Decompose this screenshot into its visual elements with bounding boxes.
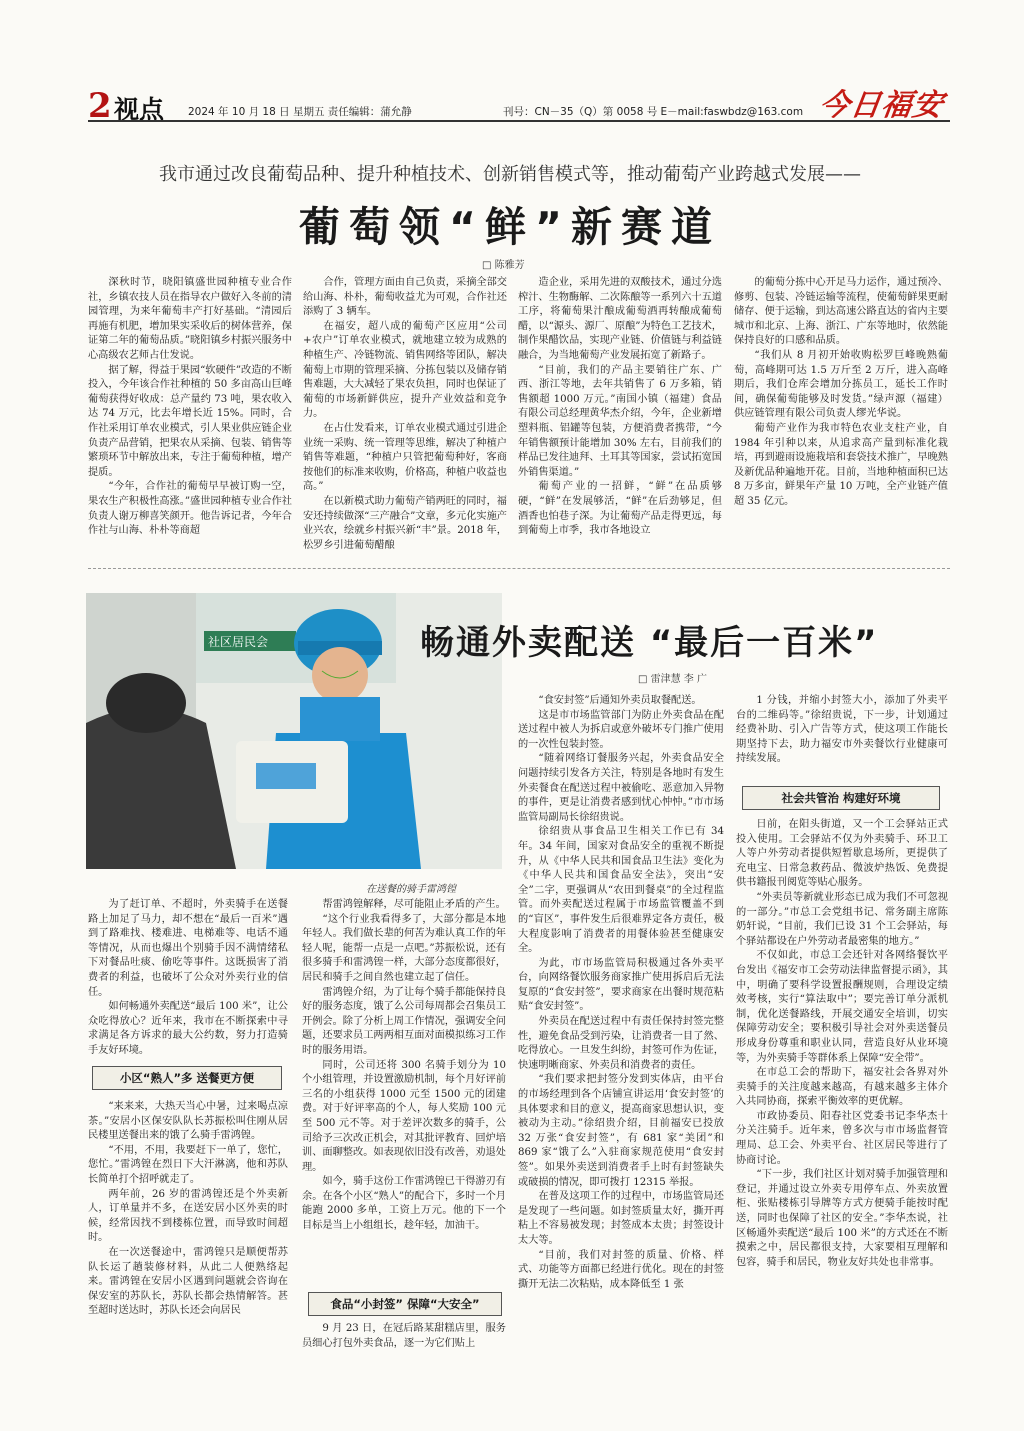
article2-column-4-top: 1 分钱，并缩小封签大小，添加了外卖平台的二维码等。”徐绍贵说，下一步，计划通过经费补助、引入广告等方式，使这项工作能长期坚持下去，助力福安市外卖餐饮行业健康可持续发展。	[736, 695, 948, 765]
article1-title: 葡萄领“鲜”新赛道	[299, 203, 721, 251]
article2-title: 畅通外卖配送 “最后一百米”	[420, 623, 879, 663]
article-divider	[88, 568, 950, 569]
header-rule	[88, 120, 950, 122]
svg-text:社区居民会: 社区居民会	[208, 635, 269, 649]
article2-column-1-bottom: “来来来，大热天当心中暑，过来喝点凉茶。”安居小区保安队队长苏振松叫住刚从居民楼里送餐出来的饿了么骑手雷鸿锽。 “不用，不用，我要赶下一单了，您忙，您忙。”雷鸿锽在烈日下大汗淋漓，他和苏队长简单打个招呼就走了。 两年前，26 岁的雷鸿锽还是个外卖新人，订单量并不多，在送安居小区外卖的时候，经常因找不到楼栋位置，而导致时间超时。 在一次送餐途中，雷鸿锽只是顺便帮苏队长运了趟装修材料，从此二人便熟络起来。雷鸿锽在安居小区遇到问题就会咨询在保安室的苏队长，苏队长都会热情解答。甚至超时送达时，苏队长还会向居民	[88, 1101, 288, 1317]
article1-byline: □ 陈雅芳	[482, 260, 525, 271]
article2-byline: □ 雷津慧 李 广	[638, 674, 707, 685]
newspaper-logo: 今日福安	[817, 88, 946, 123]
subhead-1: 小区“熟人”多 送餐更方便	[92, 1066, 282, 1090]
article2-column-4-bottom: 日前，在阳头街道，又一个工会驿站正式投入使用。工会驿站不仅为外卖骑手、环卫工人等户外劳动者提供短暂歇息场所，更提供了充电宝、日常急救药品、微波炉热饭、免费提供书籍报刊阅览等贴心服务。 “外卖员等新就业形态已成为我们不可忽视的一部分。”市总工会党组书记、常务副主席陈奶轩说，“目前，我们已设 31 个工会驿站，每个驿站都设在户外劳动者最密集的地方。” 不仅如此，市总工会还针对各网络餐饮平台发出《福安市工会劳动法律监督提示函》，其中，明确了要科学设置报酬规则，合理设定绩效考核，实行“算法取中”；要完善订单分派机制，优化送餐路线，开展交通安全培训，切实保障劳动安全；要积极引导社会对外卖送餐员形成身份尊重和职业认同，营造良好从业环境等，为外卖骑手等群体系上保障“安全带”。 在市总工会的帮助下，福安社会各界对外卖骑手的关注度越来越高，有越来越多主体介入共同协商，探索平衡效率的更优解。 市政协委员、阳春社区党委书记李华杰十分关注骑手。近年来，曾多次与市市场监督管理局、总工会、外卖平台、社区居民等进行了协商讨论。 “下一步，我们社区计划对骑手加强管理和登记，并通过设立外卖专用停车点、外卖放置柜、张贴楼栋引导牌等方式方便骑手能按时配送，同时也保障了社区的安全。”李华杰说，社区畅通外卖配送“最后 100 米”的方式还在不断摸索之中，居民都很支持，大家要相互理解和包容，骑手和居民，物业友好共处也非常事。	[736, 819, 948, 1268]
subhead-2: 食品“小封签” 保障“大安全”	[308, 1292, 502, 1316]
article2-column-3: “食安封签”后通知外卖员取餐配送。 这是市市场监管部门为防止外卖食品在配送过程中被人为拆启或意外破坏专门推广使用的一次性包装封签。 “随着网络订餐服务兴起，外卖食品安全问题持续引发各方关注，特别是各地时有发生外卖餐食在配送过程中被偷吃、恶意加入异物的事件，更是让消费者感到忧心忡忡。”市市场监管局副局长徐绍贵说。 徐绍贵从事食品卫生相关工作已有 34 年。34 年间，国家对食品安全的重视不断提升，从《中华人民共和国食品卫生法》变化为《中华人民共和国食品安全法》，突出“安全”二字，更强调从“农田到餐桌”的全过程监管。而外卖配送过程属于市场监管覆盖不到的“盲区”，事件发生后很难界定各方责任，极大程度影响了消费者的用餐体验甚至健康安全。 为此，市市场监管局积极通过各外卖平台，向网络餐饮服务商家推广使用拆启后无法复原的“食安封签”，要求商家在出餐时规范粘贴“食安封签”。 外卖员在配送过程中有责任保持封签完整性，避免食品受到污染，让消费者一目了然、吃得放心。一旦发生纠纷，封签可作为佐证，快速明晰商家、外卖员和消费者的责任。 “我们要求把封签分发到实体店，由平台的市场经理到各个店铺宣讲运用‘食安封签’的具体要求和目的意义，提高商家思想认识，变被动为主动。”徐绍贵介绍，目前福安已投放 32 万张“食安封签”，有 681 家“美团”和 869 家“饿了么”入驻商家规范使用“食安封签”。如果外卖送到消费者手上时有封签缺失或破损的情况，即可拨打 12315 举报。 在普及这项工作的过程中，市场监管局还是发现了一些问题。如封签质量太好，撕开再粘上不容易被发现；封签成本太贵；封签设计太大等。 “目前，我们对封签的质量、价格、样式、功能等方面都已经进行优化。现在的封签撕开无法二次粘贴，成本降低至 1 张	[518, 695, 724, 1290]
article1-column-3: 造企业，采用先进的双酸技术，通过分选榨汁、生物酶解、二次陈酿等一系列六十五道工序，将葡萄果汁酿成葡萄酒再转酿成葡萄醋，以“源头、源厂、原酿”为特色工艺技术，制作果醋饮品，实现产业链、价值链与利益链融合，为当地葡萄产业发展拓宽了新路子。 “目前，我们的产品主要销往广东、广西、浙江等地，去年共销售了 6 万多箱，销售额超 1000 万元。”南国小镇（福建）食品有限公司总经理黄华杰介绍，今年，企业新增塑料瓶、铝罐等包装，方便消费者携带，“今年销售额预计能增加 30% 左右，目前我们的样品已发往迪拜、土耳其等国家，尝试拓宽国外销售渠道。” 葡萄产业的一招鲜，“鲜”在品质够硬，“鲜”在发展够活，“鲜”在后劲够足，但酒香也怕巷子深。为让葡萄产品走得更远，每到葡萄上市季，我市各地设立	[518, 277, 722, 537]
article1-column-2: 合作，管理方面由自己负责，采摘全部交给山海、朴朴，葡萄收益尤为可观，合作社还添购了 3 辆车。 在福安，超八成的葡萄产区应用“公司+农户”订单农业模式，就地建立较为成熟的种植生产、冷链物流、销售网络等团队，解决葡萄上市期的管理采摘、分拣包装以及储存销售难题，大大减轻了果农负担，同时也保证了葡萄的市场新鲜供应，提升产业效益和竞争力。 在占仕发看来，订单农业模式通过引进企业统一采购、统一管理等思维，解决了种植户销售等难题，“种植户只管把葡萄种好，客商按他们的标准来收购，价格高，种植户收益也高。” 在以新模式助力葡萄产销两旺的同时，福安还持续做深“三产融合”文章，多元化实施产业兴农，绘就乡村振兴新“丰”景。2018 年，松罗乡引进葡萄醋酿	[303, 277, 507, 551]
article1-column-1: 深秋时节，晓阳镇盛世园种植专业合作社，乡镇农技人员在指导农户做好入冬前的清园管理，为来年葡萄丰产打好基础。“清园后再施有机肥，增加果实采收后的树体营养，保证第二年的葡萄品质。”晓阳镇乡村振兴服务中心高级农艺师占仕发说。 据了解，得益于果园“软硬件”改造的不断投入，今年该合作社种植的 50 多亩高山巨峰葡萄获得好收成：总产量约 73 吨，果农收入达 74 万元，比去年增长近 15%。同时，合作社采用订单农业模式，引人果业供应链企业负责产品营销，把果农从采摘、包装、销售等繁琐环节中解放出来，专注于葡萄种植，增产提质。 “今年，合作社的葡萄早早被订购一空，果农生产积极性高涨。”盛世园种植专业合作社负责人谢万柳喜笑颜开。他告诉记者，今年合作社与山海、朴朴等商超	[88, 277, 292, 537]
section-name: 视点	[114, 95, 165, 124]
article1-kicker: 我市通过改良葡萄品种、提升种植技术、创新销售模式等，推动葡萄产业跨越式发展——	[159, 164, 861, 185]
subhead-3: 社会共管治 构建好环境	[742, 786, 940, 810]
photo-caption: 在送餐的骑手雷鸿锽	[366, 884, 456, 895]
article2-column-2-bottom: 9 月 23 日，在冠后路某甜糕店里，服务员细心打包外卖食品，逐一为它们贴上	[302, 1323, 506, 1349]
article2-column-2: 帮雷鸿锽解释，尽可能阻止矛盾的产生。 “这个行业我看得多了，大部分都是本地年轻人。我们做长辈的何苦为难认真工作的年轻人呢，能帮一点是一点吧。”苏振松说，还有很多骑手和雷鸿锽一样，大部分态度都很好，居民和骑手之间自然也建立起了信任。 雷鸿锽介绍，为了让每个骑手都能保持良好的服务态度，饿了么公司每周都会召集员工开例会。除了分析上周工作情况，强调安全问题，还要求员工两两相互面对面模拟练习工作时的服务用语。 同时，公司还将 300 名骑手划分为 10 个小组管理，并设置激励机制，每个月好评前三名的小组获得 1000 元至 1500 元的团建费。对于好评率高的个人，每人奖励 100 元至 500 元不等。对于差评次数多的骑手，公司给予三次改正机会，对其批评教育、回炉培训、面聊整改。如表现依旧没有改善，劝退处理。 如今，骑手这份工作雷鸿锽已干得游刃有余。在各个小区“熟人”的配合下，多时一个月能跑 2000 多单，工资上万元。他的下一个目标是当上小组组长，趁年轻，加油干。	[302, 899, 506, 1232]
article2-column-1-top: 为了赶订单、不超时，外卖骑手在送餐路上加足了马力，却不想在“最后一百米”遇到了路难找、楼难进、电梯难等、电话不通等情况，从而也爆出个别骑手因不满情绪私下对餐品吐痰、偷吃等事件。这既损害了消费者的利益，也破坏了公众对外卖行业的信任。 如何畅通外卖配送“最后 100 米”，让公众吃得放心？近年来，我市在不断探索中寻求满足各方诉求的最大公约数，努力打造骑手友好环境。	[88, 899, 288, 1056]
article1-column-4: 的葡萄分拣中心开足马力运作，通过预冷、修剪、包装、冷链运输等流程，使葡萄鲜果更耐储存、便于运输，到达高速公路直达的省内主要城市和北京、上海、浙江、广东等地时，依然能保持良好的口感和品质。 “我们从 8 月初开始收购松罗巨峰晚熟葡萄，高峰期可达 1.5 万斤至 2 万斤，进入高峰期后，我们仓库会增加分拣员工，延长工作时间，确保葡萄能够及时发货。”绿声源（福建）供应链管理有限公司负责人缪光华说。 葡萄产业作为我市特色农业支柱产业，自 1984 年引种以来，从追求高产量到标准化栽培，再到避雨设施栽培和套袋技术推广，早晚熟及新优品种遍地开花。目前，当地种植面积已达 8 万多亩，鲜果年产量 10 万吨，全产业链产值超 35 亿元。	[734, 277, 948, 507]
issue-date-editor: 2024 年 10 月 18 日 星期五 责任编辑：蒲允静	[188, 106, 412, 118]
page-number: 2	[88, 86, 112, 126]
issn-email: 刊号：CN－35（Q）第 0058 号 E－mail:faswbdz@163.com	[503, 106, 804, 118]
